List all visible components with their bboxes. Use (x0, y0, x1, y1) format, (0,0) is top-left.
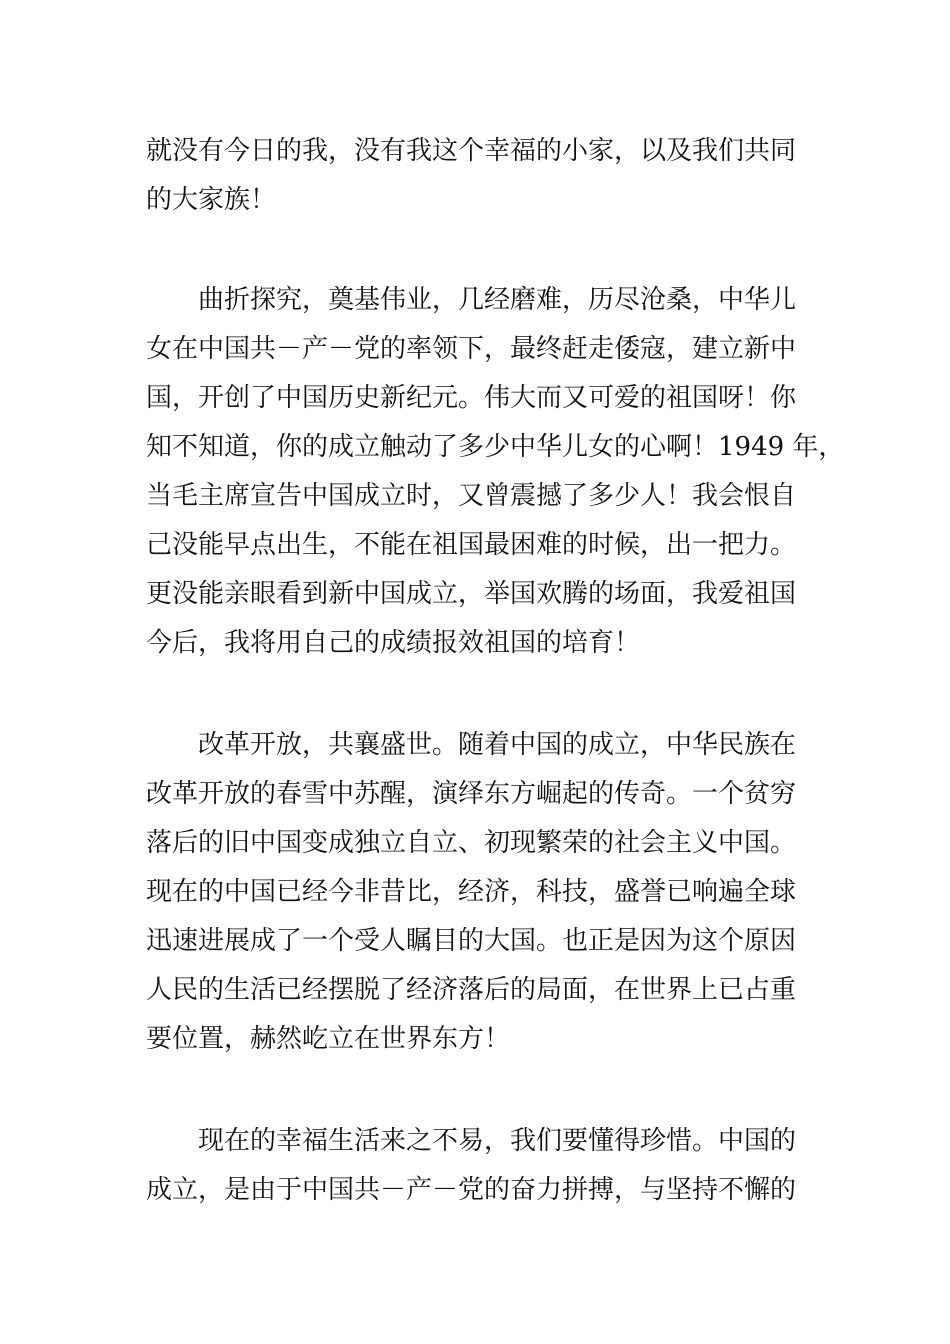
text-line: 落后的旧中国变成独立自立、初现繁荣的社会主义中国。 (146, 828, 797, 858)
text-line: 今后，我将用自己的成绩报效祖国的培育！ (146, 628, 641, 658)
text-line: 改革开放，共襄盛世。随着中国的成立，中华民族在 (198, 730, 797, 760)
text-line: 改革开放的春雪中苏醒，演绎东方崛起的传奇。一个贫穷 (146, 779, 797, 809)
text-line: 就没有今日的我，没有我这个幸福的小家，以及我们共同 (146, 136, 797, 166)
paragraph-3 (146, 721, 836, 1064)
text-line: 人民的生活已经摆脱了经济落后的局面，在世界上已占重 (146, 975, 797, 1005)
paragraph-4 (146, 1117, 836, 1215)
paragraph-2 (146, 276, 845, 668)
text-line: 知不知道，你的成立触动了多少中华儿女的心啊！1949 年， (146, 432, 845, 462)
paragraph-1 (146, 127, 836, 225)
text-line: 女在中国共－产－党的率领下，最终赶走倭寇，建立新中 (146, 334, 797, 364)
text-line: 要位置，赫然屹立在世界东方！ (146, 1024, 511, 1054)
text-line: 的大家族！ (146, 185, 277, 215)
text-line: 迅速进展成了一个受人瞩目的大国。也正是因为这个原因 (146, 926, 797, 956)
text-line: 国，开创了中国历史新纪元。伟大而又可爱的祖国呀！你 (146, 383, 797, 413)
text-line: 当毛主席宣告中国成立时，又曾震撼了多少人！我会恨自 (146, 481, 797, 511)
text-line: 更没能亲眼看到新中国成立，举国欢腾的场面，我爱祖国 (146, 579, 797, 609)
text-line: 成立，是由于中国共－产－党的奋力拼搏，与坚持不懈的 (146, 1175, 797, 1205)
text-line: 现在的中国已经今非昔比，经济，科技，盛誉已响遍全球 (146, 877, 797, 907)
text-line: 己没能早点出生，不能在祖国最困难的时候，出一把力。 (146, 530, 797, 560)
text-line: 现在的幸福生活来之不易，我们要懂得珍惜。中国的 (198, 1126, 797, 1156)
text-line: 曲折探究，奠基伟业，几经磨难，历尽沧桑，中华儿 (198, 285, 797, 315)
